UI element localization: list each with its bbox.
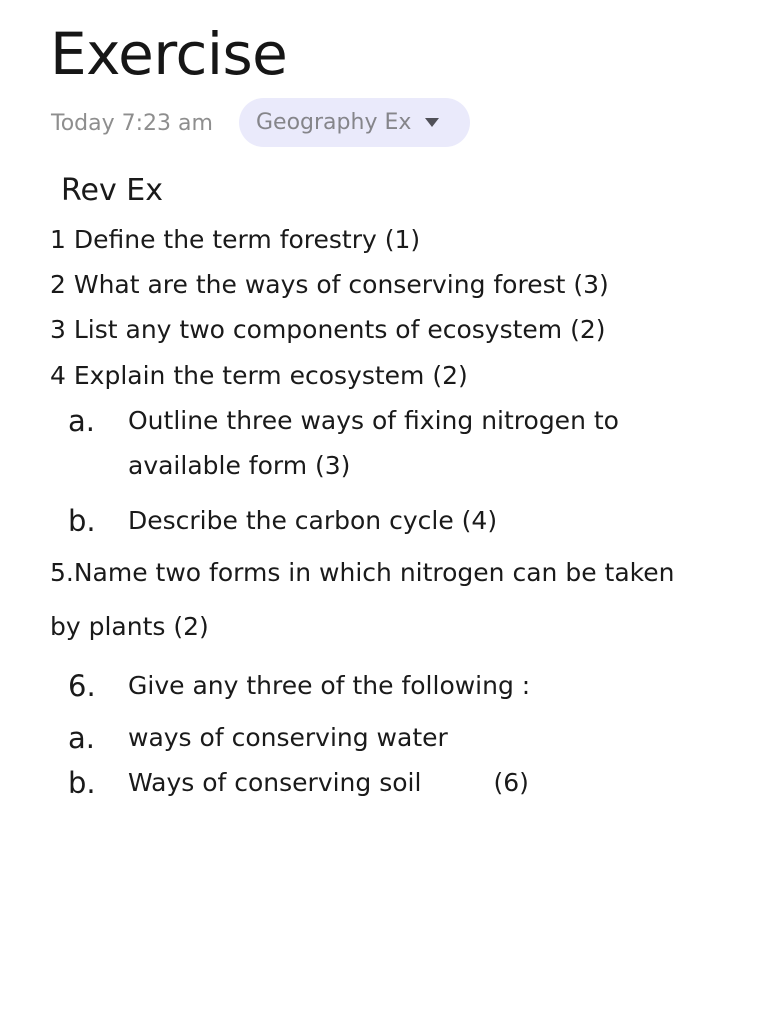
sublist-item-b[interactable] xyxy=(128,766,529,800)
list-item-b[interactable]: Describe the carbon cycle (4) xyxy=(128,506,498,535)
list-marker-a: a. xyxy=(68,404,95,438)
triangle-down-icon xyxy=(425,118,439,127)
question-line-2[interactable]: 2 What are the ways of conserving forest (3) xyxy=(50,270,609,299)
folder-label: Geography Ex xyxy=(256,110,412,135)
folder-selector-chip[interactable] xyxy=(239,98,470,147)
note-timestamp: Today 7:23 am xyxy=(51,111,213,136)
sublist-item-a[interactable]: ways of conserving water xyxy=(128,723,448,752)
sublist-item-b-marks: (6) xyxy=(493,768,529,797)
question-line-3[interactable]: 3 List any two components of ecosystem (2) xyxy=(50,315,606,344)
list-item-a-line2[interactable]: available form (3) xyxy=(128,451,351,480)
sublist-marker-a: a. xyxy=(68,721,95,755)
note-title[interactable]: Exercise xyxy=(50,20,288,88)
sublist-item-b-text: Ways of conserving soil xyxy=(128,768,422,797)
list-marker-b: b. xyxy=(68,504,96,538)
question-line-6[interactable]: Give any three of the following : xyxy=(128,671,531,700)
question-line-4[interactable]: 4 Explain the term ecosystem (2) xyxy=(50,361,468,390)
sublist-marker-b: b. xyxy=(68,766,96,800)
question-line-1[interactable]: 1 Define the term forestry (1) xyxy=(50,225,421,254)
list-marker-6: 6. xyxy=(68,669,96,703)
list-item-a-line1[interactable]: Outline three ways of fixing nitrogen to xyxy=(128,406,619,435)
question-line-5b[interactable]: by plants (2) xyxy=(50,612,209,641)
question-line-5a[interactable]: 5.Name two forms in which nitrogen can be taken xyxy=(50,558,675,587)
note-subheading[interactable]: Rev Ex xyxy=(61,173,163,208)
